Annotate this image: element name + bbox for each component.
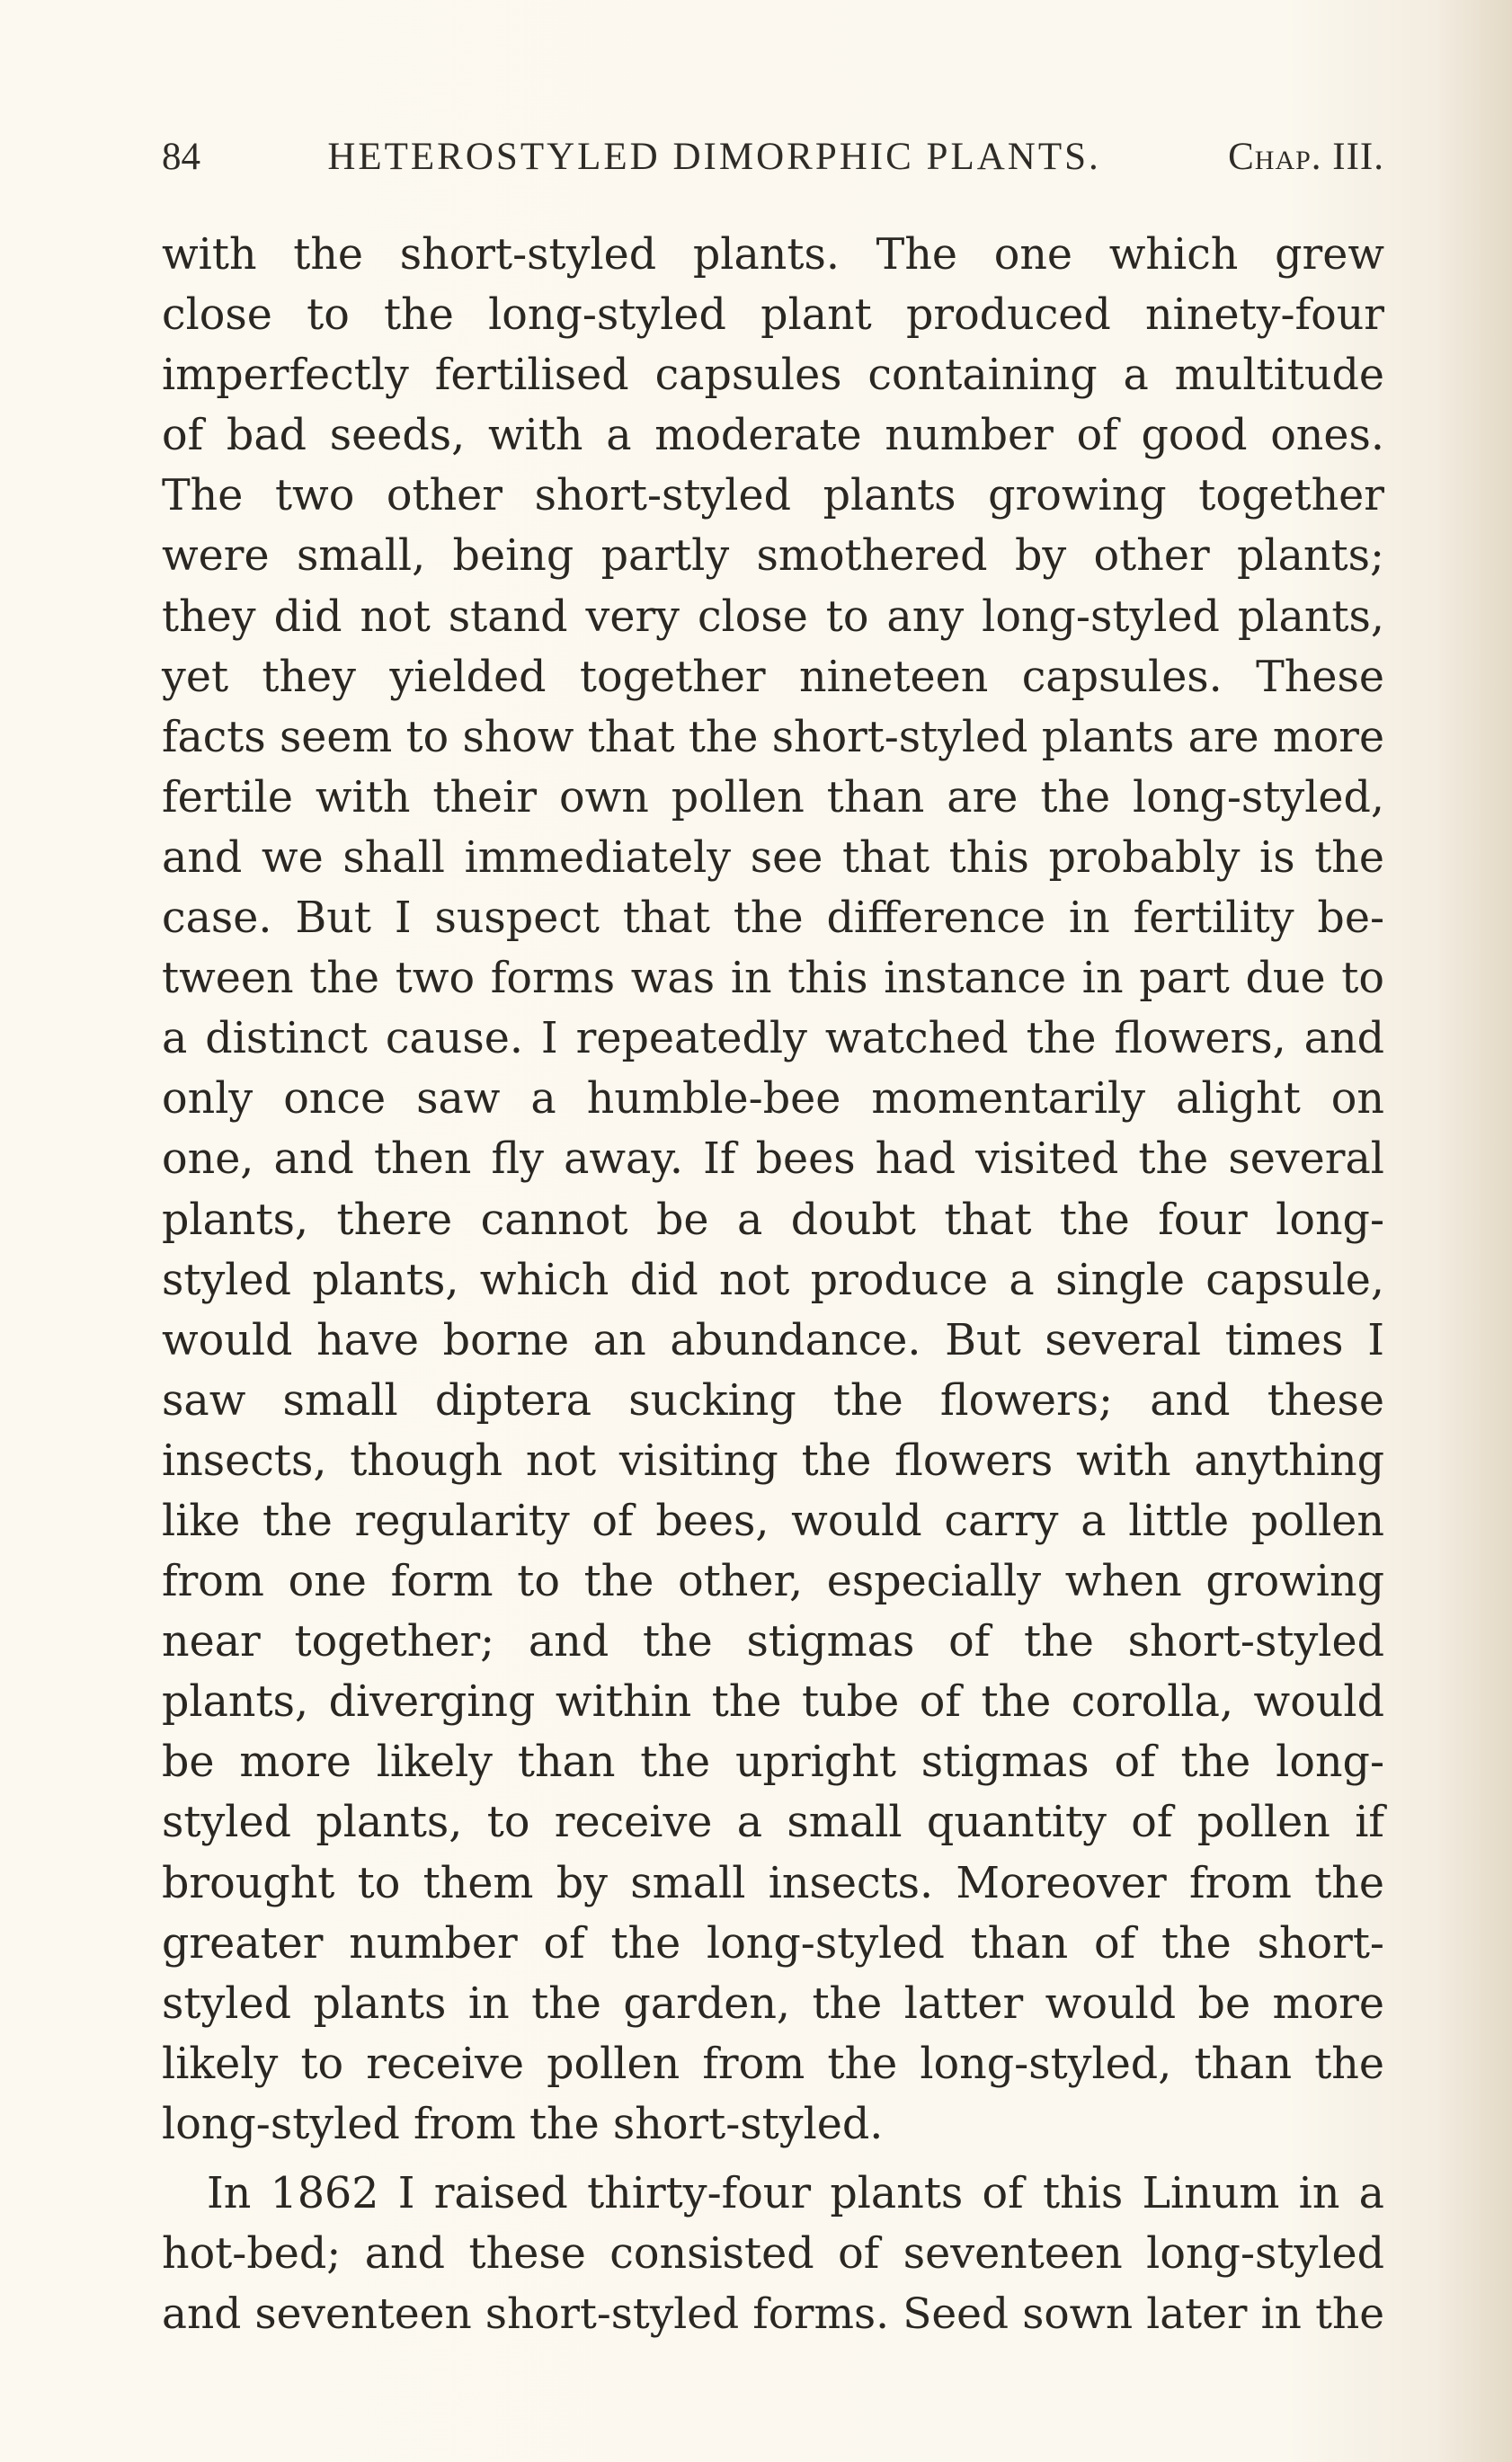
body-text	[162, 225, 1384, 2344]
text-line: tween the two forms was in this instance in part due to	[162, 954, 1384, 1004]
text-line: styled plants, to receive a small quantity of pollen if	[162, 1798, 1384, 1848]
text-line: likely to receive pollen from the long-styled, than the	[162, 2039, 1384, 2089]
paragraph-2	[162, 2164, 1384, 2344]
text-line: with the short-styled plants. The one which grew	[162, 230, 1384, 280]
text-line: a distinct cause. I repeatedly watched the flowers, and	[162, 1014, 1384, 1064]
text-line: styled plants in the garden, the latter would be more	[162, 1978, 1384, 2029]
text-line: from one form to the other, especially when growing	[162, 1557, 1384, 1607]
chapter-label: Chap. III.	[1228, 136, 1384, 178]
text-line: would have borne an abundance. But several times I	[162, 1315, 1384, 1365]
text-line: fertile with their own pollen than are the long-styled,	[162, 772, 1384, 822]
text-line: and we shall immediately see that this probably is the	[162, 832, 1384, 883]
page-header	[162, 135, 1384, 189]
text-line: close to the long-styled plant produced ninety-four	[162, 290, 1384, 341]
text-line: greater number of the long-styled than of the short-	[162, 1918, 1384, 1969]
text-line: be more likely than the upright stigmas of the long-	[162, 1738, 1384, 1788]
text-line: case. But I suspect that the difference in fertility be-	[162, 893, 1384, 944]
text-line: one, and then fly away. If bees had visited the several	[162, 1134, 1384, 1185]
text-line: like the regularity of bees, would carry a little pollen	[162, 1496, 1384, 1546]
text-line: near together; and the stigmas of the short-styled	[162, 1617, 1384, 1667]
page-number: 84	[162, 136, 200, 178]
text-line: The two other short-styled plants growing together	[162, 471, 1384, 521]
text-line: imperfectly fertilised capsules containing a multitude	[162, 351, 1384, 401]
text-line: plants, diverging within the tube of the corolla, would	[162, 1677, 1384, 1728]
text-line: were small, being partly smothered by other plants;	[162, 531, 1384, 582]
text-line: plants, there cannot be a doubt that the four long-	[162, 1195, 1384, 1245]
text-line: of bad seeds, with a moderate number of good ones.	[162, 411, 1384, 461]
text-line: saw small diptera sucking the flowers; and these	[162, 1375, 1384, 1426]
paragraph-1	[162, 225, 1384, 2155]
text-line: and seventeen short-styled forms. Seed sown later in the	[162, 2289, 1384, 2340]
text-line: only once saw a humble-bee momentarily alight on	[162, 1074, 1384, 1124]
text-line: styled plants, which did not produce a single capsule,	[162, 1255, 1384, 1305]
text-line: long-styled from the short-styled.	[162, 2099, 884, 2149]
text-line: they did not stand very close to any long-styled plants,	[162, 591, 1384, 642]
text-line: brought to them by small insects. Moreover from the	[162, 1858, 1384, 1908]
text-line: hot-bed; and these consisted of seventeen long-styled	[162, 2229, 1384, 2280]
running-title: HETEROSTYLED DIMORPHIC PLANTS.	[327, 136, 1101, 178]
text-line: facts seem to show that the short-styled plants are more	[162, 712, 1384, 762]
text-line: insects, though not visiting the flowers with anything	[162, 1435, 1384, 1486]
text-line: In 1862 I raised thirty-four plants of this Linum in a	[207, 2169, 1384, 2218]
text-line: yet they yielded together nineteen capsules. These	[162, 652, 1384, 702]
paragraph-gap	[162, 2155, 1384, 2164]
